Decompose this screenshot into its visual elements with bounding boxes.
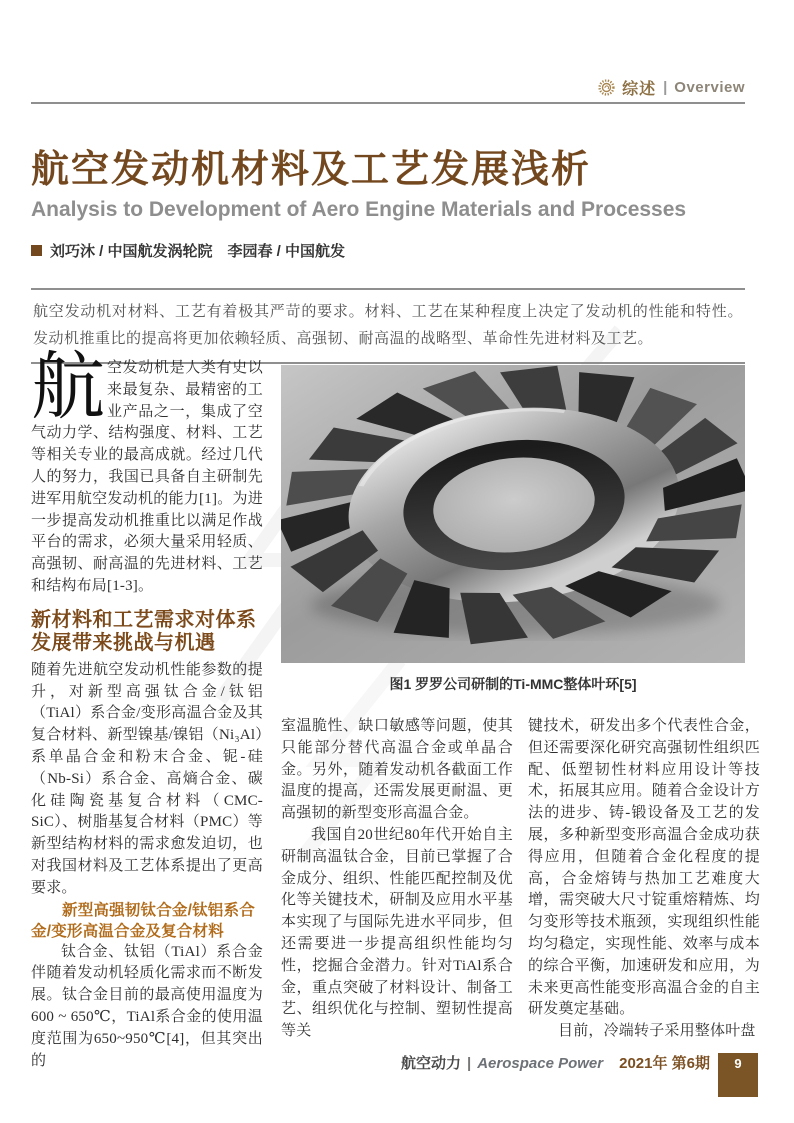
author-names: 刘巧沐 / 中国航发涡轮院 李园春 / 中国航发 [50,243,346,260]
figure-1-photo [281,365,745,663]
header-category-cn: 综述 [622,81,657,98]
page-header [598,76,745,99]
column-middle [281,716,513,1043]
figure-1-caption: 图1 罗罗公司研制的Ti-MMC整体叶环[5] [389,676,637,692]
author-line [31,240,745,261]
ti-mmc-bladed-ring-illustration [281,365,745,663]
page-number: 9 [734,1056,742,1071]
paragraph: 目前，冷端转子采用整体叶盘 [558,1023,756,1040]
lead-paragraph-text: 空发动机是人类有史以来最复杂、最精密的工业产品之一，集成了空气动力学、结构强度、材料、工艺等相关专业的最高成就。经过几代人的努力，我国已具备自主研制先进军用航空发动机的能力[1]。为进一步提高发动机推重比以满足作战平台的需求，必须大量采用轻质、高强韧、耐高温的先进材料、工艺和结构布局[1-3]。 [31,360,263,594]
header-rule [31,102,745,104]
footer-divider: | [467,1055,472,1072]
paragraph: 键技术，研发出多个代表性合金，但还需要深化研究高强韧性组织匹配、低塑韧性材料应用设计等技术，拓展其应用。随着合金设计方法的进步、铸-锻设备及工艺的发展，多种新型变形高温合金成功获得应用，但随着合金化程度的提高，合金熔铸与热加工艺难度大增，需突破大尺寸锭重熔精炼、均匀变形等技术瓶颈，实现组织性能均匀稳定，实现性能、效率与成本的综合平衡，加速研发和应用，为未来更高性能变形高温合金的自主研发奠定基础。 [528,718,760,1018]
paragraph: 钛合金、钛铝（TiAl）系合金伴随着发动机轻质化需求而不断发展。钛合金目前的最高使用温度为600 ~ 650℃，TiAl系合金的使用温度范围为650~950℃[4]，但其突出的 [31,943,263,1069]
article-title-en: Analysis to Development of Aero Engine Materials and Processes [31,198,687,221]
subsection-heading: 新型高强韧钛合金/钛铝系合金/变形高温合金及复合材料 [31,901,255,940]
issue-label: 2021年 第6期 [619,1055,710,1072]
abstract-block: 航空发动机对材料、工艺有着极其严苛的要求。材料、工艺在某种程度上决定了发动机的性能和特性。发动机推重比的提高将更加依赖轻质、高强韧、耐高温的战略型、革命性先进材料及工艺。 [31,288,745,364]
section-heading-line2: 发展带来挑战与机遇 [31,631,216,654]
author-bullet-square [31,245,42,256]
header-category-en: Overview [674,79,745,96]
paragraph: 室温脆性、缺口敏感等问题，使其只能部分替代高温合金或单晶合金。另外，随着发动机各截面工作温度的提高，还需发展更耐温、更高强韧的新型变形高温合金。 [281,718,513,822]
column-left [31,347,263,1072]
journal-name-cn: 航空动力 [401,1055,462,1072]
journal-name-en: Aerospace Power [477,1055,604,1072]
column-right [528,716,760,1043]
section-heading [31,609,263,655]
lead-paragraph [31,347,263,598]
page-number-box [718,1053,758,1097]
dropcap: 航 [31,347,106,429]
paragraph: 我国自20世纪80年代开始自主研制高温钛合金，目前已掌握了合金成分、组织、性能匹配控制及优化等关键技术，研制及应用水平基本实现了与国际先进水平同步，但还需要进一步提高组织性能均匀性，挖掘合金潜力。针对TiAl系合金，重点突破了材料设计、制备工艺、组织优化与控制、塑韧性提高等关 [281,826,513,1040]
article-title: 航空发动机材料及工艺发展浅析 [31,149,592,191]
paragraph: 随着先进航空发动机性能参数的提升，对新型高强钛合金/钛铝（TiAl）系合金/变形高温合金及其复合材料、新型镍基/镍铝（Ni₃Al）系单晶合金和粉末合金、铌-硅（Nb-Si）系合金、高熵合金、碳化硅陶瓷基复合材料（CMC-SiC）、树脂基复合材料（PMC）等新型结构材料的需求愈发迫切，也对我国材料及工艺体系提出了更高要求。 [31,661,263,896]
header-divider: | [663,79,668,96]
page-footer [401,1052,710,1073]
emblem-icon [598,79,615,96]
section-heading-line1: 新材料和工艺需求对体系 [31,608,257,631]
